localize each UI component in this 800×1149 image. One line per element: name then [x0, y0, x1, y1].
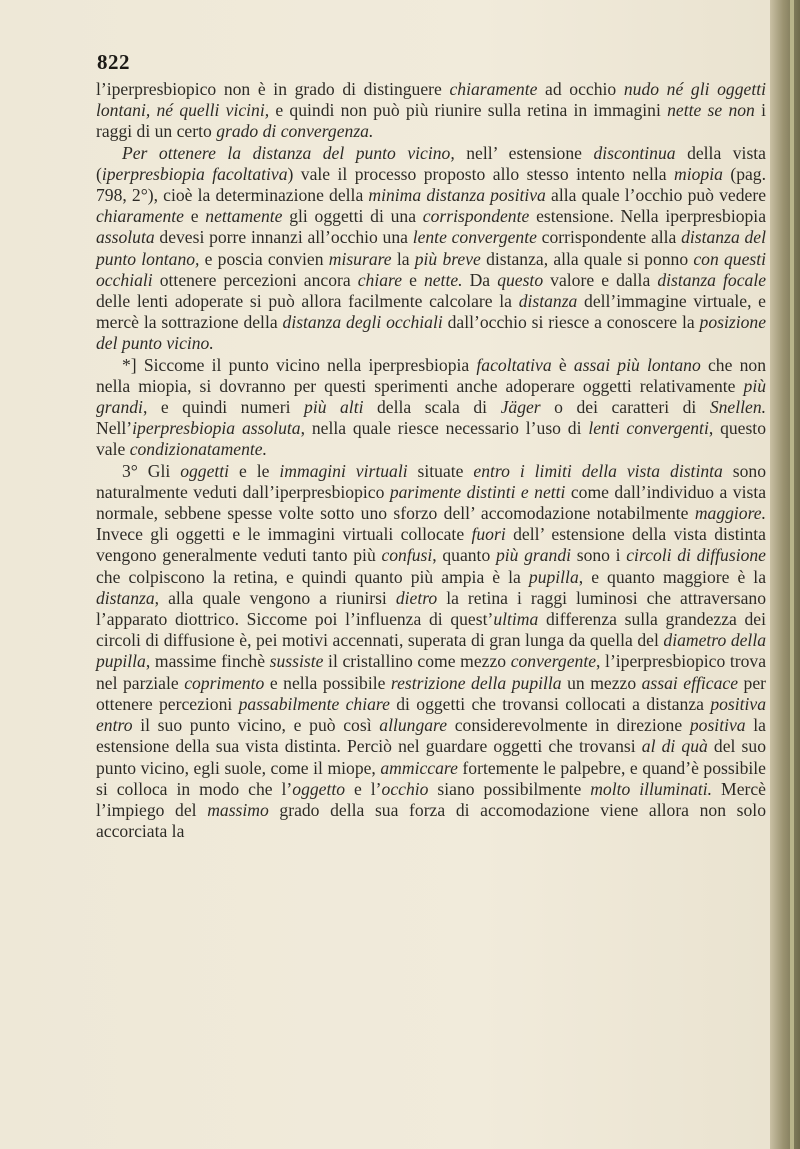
text-run: della vista (: [96, 142, 766, 184]
text-run: Nell’: [96, 418, 133, 439]
italic-text: discontinua: [593, 142, 676, 163]
italic-text: positiva: [689, 715, 746, 736]
text-run: 3° Gli: [122, 460, 181, 481]
text-run: un mezzo: [561, 672, 642, 693]
text-run: la estensione della sua vista distinta. Perciò nel guardare oggetti che trovansi: [96, 715, 766, 757]
italic-text: immagini virtuali: [279, 460, 408, 481]
italic-text: sussiste: [269, 651, 324, 672]
italic-text: iperpresbiopia assoluta: [132, 418, 301, 439]
italic-text: questo: [497, 269, 544, 290]
text-run: per ottenere percezioni: [96, 672, 766, 714]
italic-text: chiaramente: [449, 79, 538, 99]
italic-text: chiare: [357, 269, 403, 290]
text-run: ) vale il processo proposto allo stesso intento nella: [287, 163, 675, 184]
italic-text: Snellen.: [709, 397, 767, 418]
text-run: che colpiscono la retina, e quindi quanto più ampia è la: [96, 566, 529, 587]
italic-text: facoltativa: [476, 354, 552, 375]
text-run: del suo punto vicino, egli suole, come il miope,: [96, 736, 766, 778]
text-run: i raggi di un certo: [96, 100, 766, 142]
text-run: valore e dalla: [543, 269, 658, 290]
text-run: dell’immagine virtuale, e mercè la sottrazione della: [96, 291, 766, 333]
text-run: siano possibilmente: [428, 778, 591, 799]
text-run: , l’iperpresbiopico trova nel parziale: [96, 651, 767, 693]
text-run: considerevolmente in direzione: [447, 715, 690, 736]
text-run: nell’ estensione: [454, 142, 594, 163]
text-run: (pag. 798, 2°), cioè la determinazione della: [96, 163, 766, 206]
text-run: Mercè l’impiego del: [96, 778, 766, 820]
text-run: alla quale l’occhio può vedere: [545, 185, 767, 206]
italic-text: molto illuminati.: [590, 778, 713, 799]
paragraph: [96, 79, 766, 143]
italic-text: nette.: [423, 269, 463, 290]
italic-text: posizione del punto vicino.: [96, 312, 767, 354]
text-run: situate: [407, 460, 474, 481]
italic-text: lenti convergenti: [588, 418, 709, 439]
italic-text: lente convergente: [412, 227, 537, 248]
text-run: della scala di: [363, 397, 501, 418]
italic-text: miopia: [674, 163, 723, 184]
text-run: di oggetti che trovansi collocati a distanza: [389, 693, 711, 714]
italic-text: ultima: [493, 609, 539, 630]
italic-text: dietro: [395, 587, 438, 608]
italic-text: convergente: [510, 651, 597, 672]
text-run: fortemente le palpebre, e quand’è possibile si colloca in modo che l’: [96, 757, 766, 799]
text-run: corrispondente alla: [536, 227, 682, 248]
text-run: e: [402, 269, 424, 290]
text-run: delle lenti adoperate si può allora facilmente calcolare la: [96, 291, 519, 312]
paragraph: [96, 461, 766, 843]
italic-text: distanza focale: [657, 269, 767, 290]
page-edge: [770, 0, 800, 1149]
italic-text: entro i limiti della vista distinta: [473, 460, 723, 481]
italic-text: più grandi: [96, 375, 766, 418]
italic-text: chiaramente: [96, 206, 184, 227]
page-number: 822: [97, 50, 130, 74]
italic-text: distanza: [518, 291, 578, 312]
text-run: la: [391, 248, 415, 269]
text-run: e quindi non può più riunire sulla retina in immagini: [269, 100, 668, 121]
text-run: ad occhio: [537, 79, 624, 99]
italic-text: grado di convergenza.: [216, 121, 374, 142]
italic-text: con questi occhiali: [96, 248, 766, 290]
italic-text: più breve: [414, 248, 481, 269]
italic-text: fuori: [471, 524, 506, 545]
italic-text: distanza del punto lontano,: [96, 227, 766, 269]
italic-text: nettamente: [205, 206, 283, 227]
italic-text: ammiccare: [380, 757, 458, 778]
text-run: , questo vale: [96, 418, 766, 460]
text-run: sono i: [571, 545, 627, 566]
text-run: la retina i raggi luminosi che attraversano l’apparato diottrico. Siccome poi l’influenza di quest’: [96, 587, 766, 630]
text-run: devesi porre innanzi all’occhio una: [154, 227, 413, 248]
text-run: Da: [462, 269, 498, 290]
text-run: o dei caratteri di: [540, 397, 710, 418]
text-run: , e quindi numeri: [142, 397, 305, 418]
italic-text: positiva entro: [96, 693, 767, 736]
italic-text: condizionatamente.: [129, 439, 268, 460]
italic-text: confusi: [381, 545, 433, 566]
italic-text: iperpresbiopia facoltativa: [101, 163, 288, 184]
text-run: *] Siccome il punto vicino nella iperpresbiopia: [122, 354, 477, 375]
text-run: dell’ estensione della vista distinta vengono generalmente veduti tanto più: [96, 524, 766, 566]
italic-text: più alti: [304, 397, 364, 418]
italic-text: Jäger: [500, 397, 541, 418]
text-run: che non nella miopia, si dovranno per questi sperimenti anche adoperare oggetti relativamente: [96, 354, 767, 396]
text-run: ottenere percezioni ancora: [152, 269, 358, 290]
italic-text: distanza degli occhiali: [282, 312, 443, 333]
text-run: l’iperpresbiopico non è in grado di distinguere: [96, 79, 450, 99]
italic-text: più grandi: [495, 545, 572, 566]
text-run: è: [551, 354, 574, 375]
italic-text: occhio: [381, 778, 429, 799]
text-run: come dall’individuo a vista normale, sebbene spesse volte sotto uno sforzo dell’ accomodazione notabilmente: [96, 481, 767, 524]
text-run: e l’: [345, 778, 382, 799]
text-run: e le: [229, 460, 280, 481]
text-run: gli oggetti di una: [282, 206, 423, 227]
italic-text: assai efficace: [641, 672, 739, 693]
text-run: , alla quale vengono a riunirsi: [154, 587, 396, 608]
italic-text: diametro della pupilla: [96, 630, 767, 672]
paragraph: [96, 143, 766, 355]
text-run: e: [183, 206, 206, 227]
text-run: Invece gli oggetti e le immagini virtuali collocate: [96, 524, 472, 545]
text-run: e nella possibile: [264, 672, 391, 693]
italic-text: corrispondente: [422, 206, 530, 227]
italic-text: parimente distinti e netti: [389, 481, 566, 502]
italic-text: oggetti: [180, 460, 230, 481]
italic-text: misurare: [328, 248, 392, 269]
body-text: [96, 79, 766, 842]
italic-text: assoluta: [96, 227, 155, 248]
text-run: dall’occhio si riesce a conoscere la: [442, 312, 700, 333]
italic-text: allungare: [379, 715, 448, 736]
text-run: estensione. Nella iperpresbiopia: [529, 206, 767, 227]
italic-text: massimo: [207, 799, 269, 820]
italic-text: assai più lontano: [573, 354, 701, 375]
italic-text: minima distanza positiva: [368, 185, 546, 206]
text-run: , massime finchè: [145, 651, 270, 672]
page-edge-stripe: [790, 0, 794, 1149]
italic-text: Per ottenere la distanza del punto vicino,: [122, 142, 455, 163]
text-run: e poscia convien: [199, 248, 329, 269]
italic-text: restrizione della pupilla: [390, 672, 562, 693]
text-run: , e quanto maggiore è la: [578, 566, 766, 587]
italic-text: passabilmente chiare: [238, 693, 390, 714]
text-run: grado della sua forza di accomodazione viene allora non solo accorciata la: [96, 799, 766, 842]
text-run: il suo punto vicino, e può così: [132, 715, 380, 736]
italic-text: nette se non: [667, 100, 755, 121]
italic-text: oggetto: [292, 778, 346, 799]
italic-text: circoli di diffusione: [626, 545, 766, 566]
italic-text: al di quà: [641, 736, 708, 757]
italic-text: coprimento: [184, 672, 265, 693]
italic-text: pupilla: [528, 566, 579, 587]
text-run: il cristallino come mezzo: [323, 651, 511, 672]
italic-text: nudo né gli oggetti lontani, né quelli vicini,: [96, 79, 766, 121]
italic-text: distanza: [96, 587, 155, 608]
text-run: , nella quale riesce necessario l’uso di: [300, 418, 589, 439]
text-run: differenza sulla grandezza dei circoli di diffusione è, pei motivi accennati, superata di gran lunga da quella del: [96, 609, 766, 651]
text-run: , quanto: [432, 545, 496, 566]
footnote-paragraph: [96, 355, 766, 461]
italic-text: maggiore.: [694, 503, 766, 524]
text-run: sono naturalmente veduti dall’iperpresbiopico: [96, 460, 767, 502]
text-run: distanza, alla quale si ponno: [480, 248, 694, 269]
